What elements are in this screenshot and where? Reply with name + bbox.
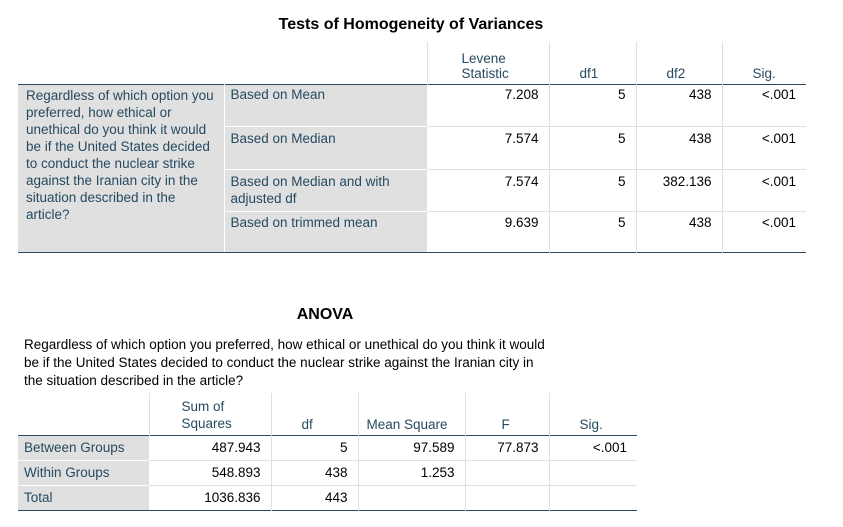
header-levene-statistic: Levene Statistic xyxy=(427,42,549,84)
cell-ss-between: 487.943 xyxy=(149,435,271,460)
cell-f-within xyxy=(465,460,549,485)
row-label-within-groups: Within Groups xyxy=(18,460,149,485)
cell-df2-median: 438 xyxy=(636,126,722,169)
cell-f-between: 77.873 xyxy=(465,435,549,460)
cell-sig-median: <.001 xyxy=(761,130,796,146)
cell-stat-mean: 7.208 xyxy=(427,84,549,126)
cell-ss-within: 548.893 xyxy=(149,460,271,485)
anova-description: Regardless of which option you preferred, how ethical or unethical do you think it would be if the United States decided to conduct the nuclear strike against the Iranian city in the situation described in the article? xyxy=(24,337,545,388)
cell-df-total: 443 xyxy=(271,485,358,510)
cell-f-total xyxy=(465,485,549,510)
question-label: Regardless of which option you preferred, how ethical or unethical do you think it would be if the United States decided to conduct the nuclear strike against the Iranian city in the situation described in the article? xyxy=(18,84,224,252)
homogeneity-title: Tests of Homogeneity of Variances xyxy=(278,16,544,33)
cell-df2-mean: 438 xyxy=(636,84,722,126)
header-sum-of-squares: Sum of Squares xyxy=(149,393,271,435)
cell-sig-within xyxy=(549,460,637,485)
cell-stat-trimmed-mean: 9.639 xyxy=(427,211,549,252)
cell-sig-trimmed-mean: <.001 xyxy=(761,214,796,230)
cell-df-within: 438 xyxy=(271,460,358,485)
cell-df1-trimmed-mean: 5 xyxy=(549,211,636,252)
header-sig: Sig. xyxy=(752,65,776,81)
header-df: df xyxy=(271,393,358,435)
cell-ss-total: 1036.836 xyxy=(149,485,271,510)
cell-sig-between: <.001 xyxy=(592,439,627,455)
header-f: F xyxy=(465,393,549,435)
cell-df1-median-adjusted: 5 xyxy=(549,169,636,211)
cell-stat-median: 7.574 xyxy=(427,126,549,169)
cell-df1-median: 5 xyxy=(549,126,636,169)
row-label-between-groups: Between Groups xyxy=(18,435,149,460)
cell-ms-between: 97.589 xyxy=(358,435,465,460)
cell-ms-total xyxy=(358,485,465,510)
header-mean-square: Mean Square xyxy=(358,393,465,435)
cell-df2-median-adjusted: 382.136 xyxy=(636,169,722,211)
cell-sig-mean: <.001 xyxy=(761,86,796,102)
header-df2: df2 xyxy=(636,42,722,84)
header-anova-sig: Sig. xyxy=(579,416,603,432)
cell-ms-within: 1.253 xyxy=(358,460,465,485)
cell-df2-trimmed-mean: 438 xyxy=(636,211,722,252)
header-df1: df1 xyxy=(549,42,636,84)
row-label-mean: Based on Mean xyxy=(224,84,427,126)
row-label-trimmed-mean: Based on trimmed mean xyxy=(224,211,427,252)
cell-sig-median-adjusted: <.001 xyxy=(761,173,796,189)
cell-stat-median-adjusted: 7.574 xyxy=(427,169,549,211)
cell-df-between: 5 xyxy=(271,435,358,460)
row-label-median: Based on Median xyxy=(224,126,427,169)
homogeneity-table xyxy=(18,42,806,253)
cell-df1-mean: 5 xyxy=(549,84,636,126)
anova-title: ANOVA xyxy=(296,306,354,323)
row-label-total: Total xyxy=(18,485,149,510)
row-label-median-adjusted: Based on Median and with adjusted df xyxy=(224,169,427,211)
anova-table xyxy=(18,393,637,511)
cell-sig-total xyxy=(549,485,637,510)
